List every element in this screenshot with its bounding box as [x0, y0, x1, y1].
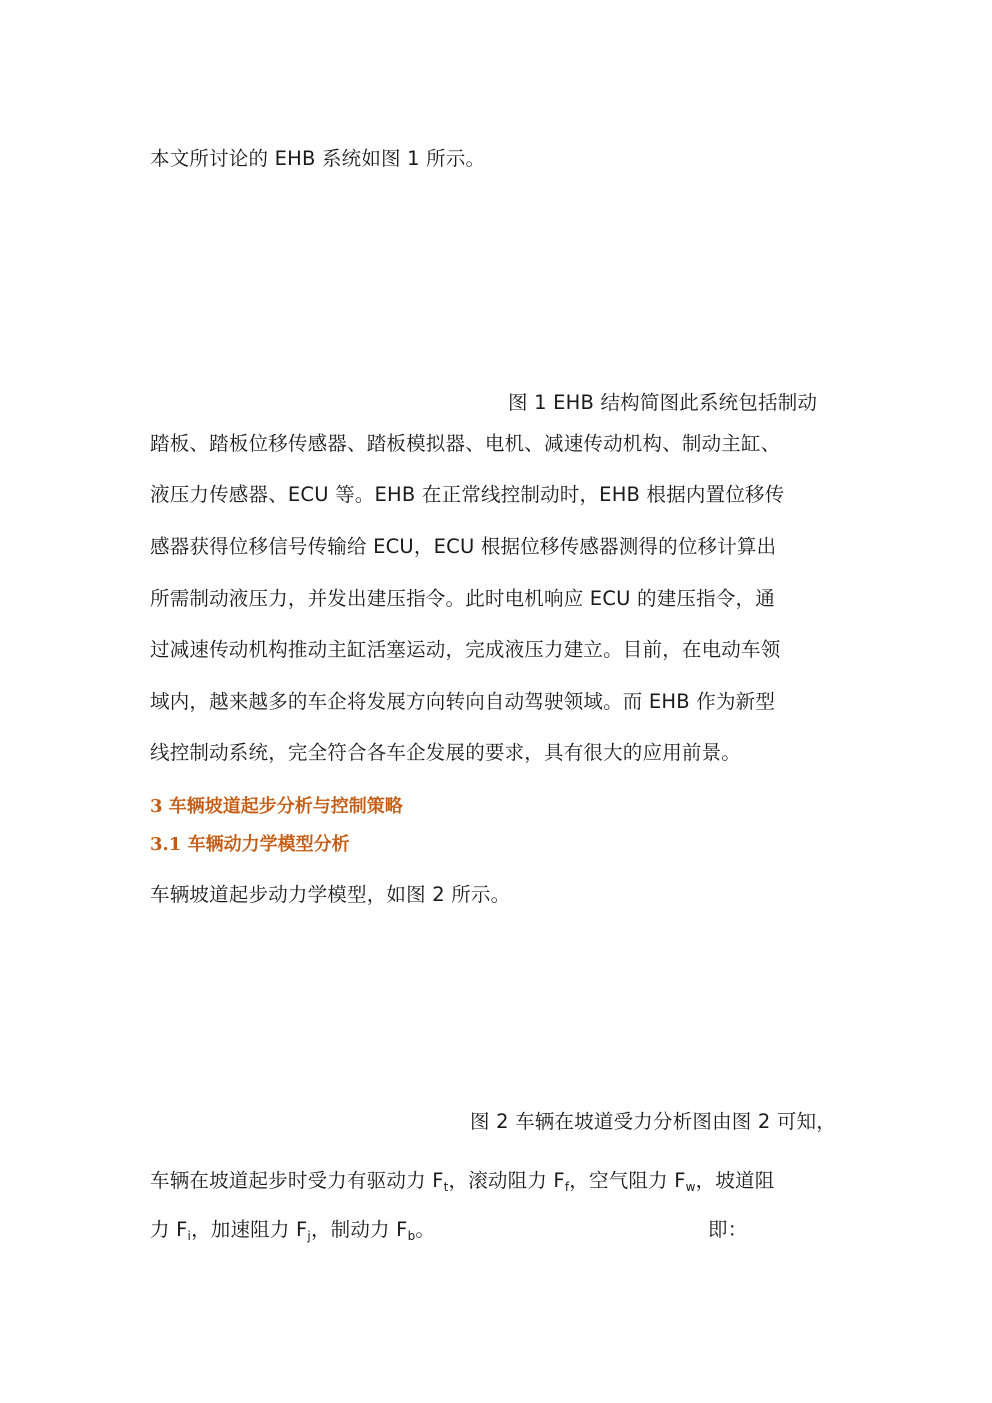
subscript: f	[564, 1180, 570, 1194]
forces-text: ，制动力 F	[310, 1218, 408, 1241]
forces-text: ，滚动阻力 F	[448, 1169, 565, 1192]
paragraph-line: 所需制动液压力，并发出建压指令。此时电机响应 ECU 的建压指令，通	[150, 587, 775, 610]
forces-text: 力 F	[150, 1218, 188, 1241]
paragraph-line: 踏板、踏板位移传感器、踏板模拟器、电机、减速传动机构、制动主缸、	[150, 432, 781, 455]
subscript: i	[187, 1229, 192, 1243]
equation-lead-text: 即：	[708, 1218, 748, 1241]
paragraph-line: 线控制动系统，完全符合各车企发展的要求，具有很大的应用前景。	[150, 741, 742, 764]
subscript: t	[443, 1180, 449, 1194]
forces-text: 车辆在坡道起步时受力有驱动力 F	[150, 1169, 444, 1192]
forces-text: 。	[415, 1218, 436, 1241]
section-3-heading: 3 车辆坡道起步分析与控制策略	[150, 796, 403, 817]
forces-line-1	[150, 1168, 774, 1200]
forces-text: ，空气阻力 F	[569, 1169, 686, 1192]
paragraph-line: 液压力传感器、ECU 等。EHB 在正常线控制动时，EHB 根据内置位移传	[150, 483, 785, 506]
forces-text: ，加速阻力 F	[191, 1218, 308, 1241]
figure-2-caption: 图 2 车辆在坡道受力分析图由图 2 可知，	[470, 1110, 837, 1133]
subscript: b	[407, 1229, 416, 1243]
intro-text: 本文所讨论的 EHB 系统如图 1 所示。	[150, 147, 486, 170]
paragraph-line: 感器获得位移信号传输给 ECU，ECU 根据位移传感器测得的位移计算出	[150, 535, 777, 558]
section-3-1-heading: 3.1 车辆动力学模型分析	[150, 834, 350, 855]
paragraph-line: 过减速传动机构推动主缸活塞运动，完成液压力建立。目前，在电动车领	[150, 638, 781, 661]
model-intro-text: 车辆坡道起步动力学模型，如图 2 所示。	[150, 883, 511, 906]
forces-text: ，坡道阻	[695, 1169, 775, 1192]
subscript: w	[685, 1180, 696, 1194]
subscript: j	[307, 1229, 311, 1243]
figure-1-caption: 图 1 EHB 结构简图此系统包括制动	[508, 391, 818, 414]
forces-line-2	[150, 1217, 435, 1249]
paragraph-line: 域内，越来越多的车企将发展方向转向自动驾驶领域。而 EHB 作为新型	[150, 690, 776, 713]
